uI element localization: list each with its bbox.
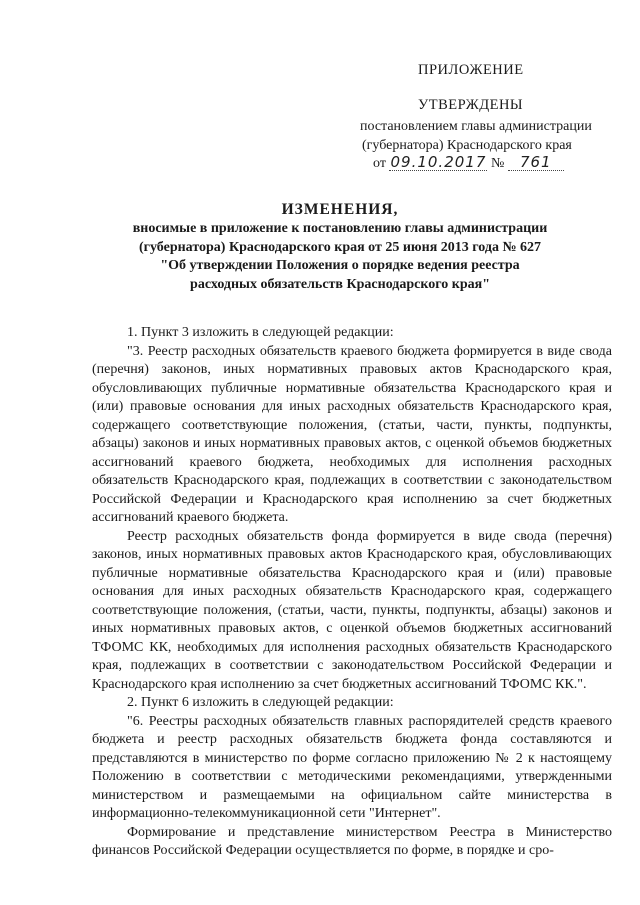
title-line: вносимые в приложение к постановлению главы администрации: [132, 221, 548, 236]
title-line: "Об утверждении Положения о порядке ведения реестра: [160, 258, 520, 273]
handwritten-number: 761: [508, 154, 564, 171]
date-prefix: от: [373, 156, 386, 171]
document-body: [92, 324, 612, 861]
body-paragraph: Формирование и представление министерством Реестра в Министерство финансов Российской Федерации осуществляется по форме, в порядке и сро-: [92, 824, 612, 858]
title-main: ИЗМЕНЕНИЯ,: [281, 201, 399, 218]
body-paragraph: Реестр расходных обязательств фонда формируется в виде свода (перечня) законов, иных нормативных правовых актов Краснодарского края, обусловливающих публичные нормативные обязательства Краснодарского края и (или) правовые основания для иных расходных обязательств Краснодарского края, содержащего соответствующие положения, (статьи, части, пункты, подпункты, абзацы) законов и иных нормативных правовых актов, с оценкой объемов бюджетных ассигнований ТФОМС КК, необходимых для исполнения расходных обязательств Краснодарского края, подлежащих в соответствии с законодательством Российской Федерации и Краснодарского края исполнению за счет бюджетных ассигнований ТФОМС КК.".: [92, 528, 612, 692]
body-paragraph: 1. Пункт 3 изложить в следующей редакции:: [127, 325, 394, 340]
title-line: расходных обязательств Краснодарского края": [190, 276, 490, 292]
approved-label: УТВЕРЖДЕНЫ: [418, 97, 524, 113]
document-title: [60, 200, 620, 294]
appendix-label: ПРИЛОЖЕНИЕ: [418, 62, 524, 78]
date-number-line: [373, 154, 564, 172]
number-sign: №: [490, 156, 505, 171]
body-paragraph: 2. Пункт 6 изложить в следующей редакции:: [127, 695, 394, 710]
body-paragraph: "3. Реестр расходных обязательств краевого бюджета формируется в виде свода (перечня) законов, иных нормативных правовых актов Краснодарского края, обусловливающих публичные нормативные обязательства Краснодарского края и (или) правовые основания для иных расходных обязательств Краснодарского края, содержащего соответствующие положения, (статьи, части, пункты, подпункты, абзацы) законов и иных нормативных правовых актов, с оценкой объемов бюджетных ассигнований краевого бюджета, необходимых для исполнения расходных обязательств Краснодарского края, подлежащих в соответствии с законодательством Российской Федерации и Краснодарского края исполнению за счет бюджетных ассигнований краевого бюджета.: [92, 343, 612, 525]
resolution-line: (губернатора) Краснодарского края: [362, 138, 572, 153]
handwritten-date: 09.10.2017: [390, 153, 487, 171]
resolution-line: постановлением главы администрации: [360, 119, 592, 134]
resolution-reference: [360, 117, 592, 155]
body-paragraph: "6. Реестры расходных обязательств главных распорядителей средств краевого бюджета и реестр расходных обязательств бюджета фонда составляются и представляются в министерство по форме согласно приложению № 2 к настоящему Положению в соответствии с методическими рекомендациями, утвержденными министерством и размещаемыми на официальном сайте министерства в информационно-телекоммуникационной сети "Интернет".: [92, 713, 612, 821]
title-line: (губернатора) Краснодарского края от 25 июня 2013 года № 627: [138, 239, 542, 255]
